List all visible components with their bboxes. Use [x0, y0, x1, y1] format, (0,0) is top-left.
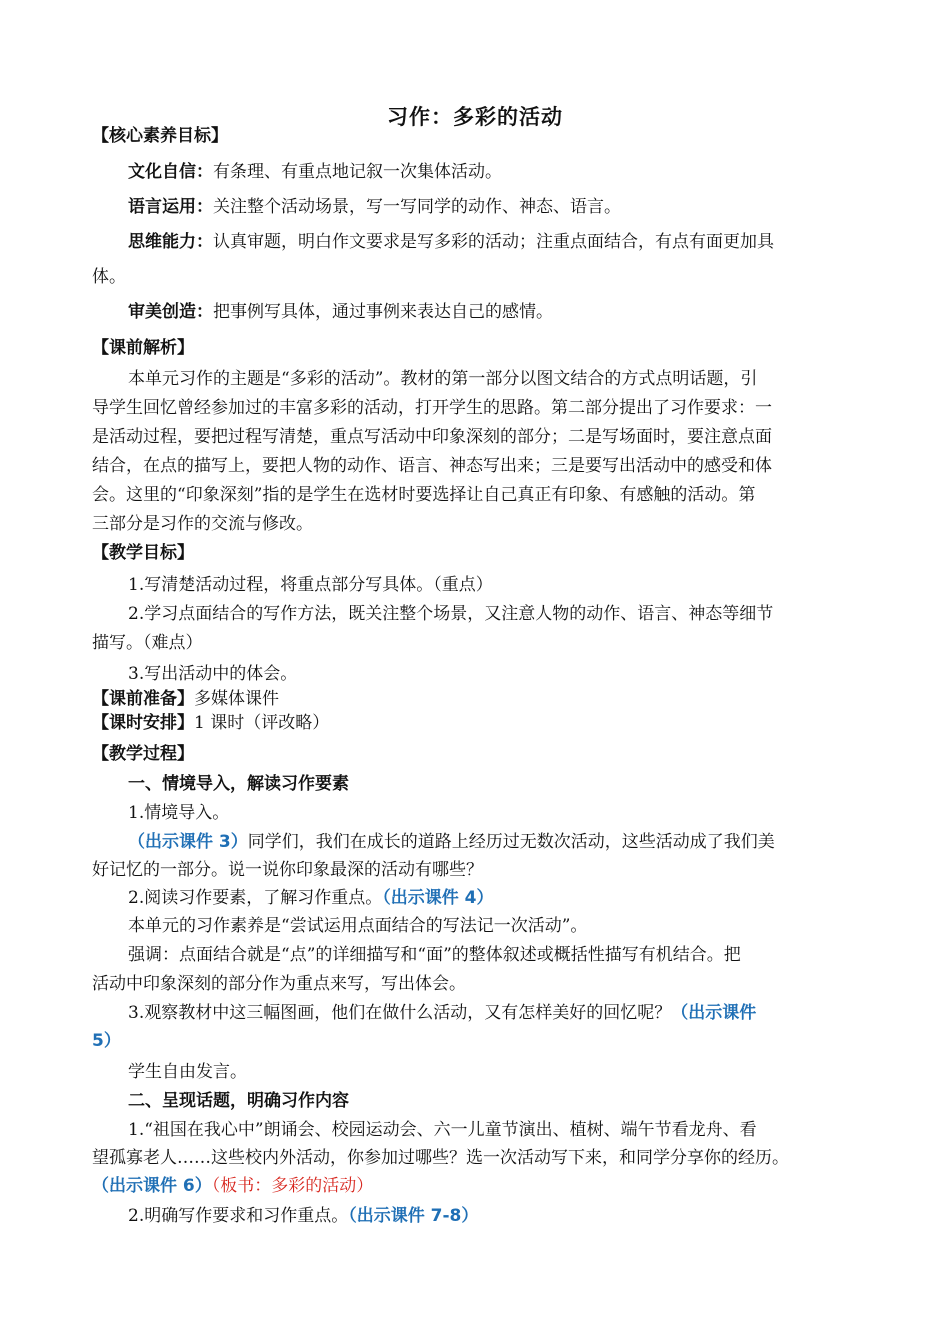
core-item-thinking-cont: 体。: [92, 267, 126, 287]
process-step-2-1: 1.“祖国在我心中”朗诵会、校园运动会、六一儿童节演出、植树、端午节看龙舟、看: [128, 1120, 757, 1140]
courseware-tag-cont: 5）: [92, 1031, 121, 1051]
core-label: 思维能力：: [128, 232, 213, 252]
analysis-line: 导学生回忆曾经参加过的丰富多彩的活动，打开学生的思路。第二部分提出了习作要求：一: [92, 398, 772, 418]
process-part-1-title: 一、情境导入，解读习作要素: [128, 774, 349, 794]
prep-line: [92, 689, 867, 709]
step-text: 同学们，我们在成长的道路上经历过无数次活动，这些活动成了我们美: [247, 832, 775, 852]
step-text: 3.观察教材中这三幅图画，他们在做什么活动，又有怎样美好的回忆呢？: [128, 1003, 672, 1023]
section-heading-prep: 【课前准备】: [92, 689, 194, 709]
goal-item-1: 1.写清楚活动过程，将重点部分写具体。（重点）: [128, 575, 493, 595]
analysis-line: 是活动过程，要把过程写清楚，重点写活动中印象深刻的部分；二是写场面时，要注意点面: [92, 427, 772, 447]
courseware-tag: （出示课件 4）: [382, 888, 494, 908]
analysis-line: 结合，在点的描写上，要把人物的动作、语言、神态写出来；三是要写出活动中的感受和体: [92, 456, 772, 476]
core-text: 关注整个活动场景，写一写同学的动作、神态、语言。: [213, 197, 621, 217]
process-step-1-3: [128, 1003, 867, 1023]
core-item-culture: [128, 162, 867, 182]
process-step-1-1-cont: 好记忆的一部分。说一说你印象最深的活动有哪些？: [92, 860, 483, 880]
section-heading-schedule: 【课时安排】: [92, 713, 194, 733]
section-heading-core: 【核心素养目标】: [92, 126, 228, 146]
process-step-2-2: [128, 1206, 867, 1226]
prep-text: 多媒体课件: [194, 689, 279, 709]
section-heading-process: 【教学过程】: [92, 744, 194, 764]
core-text: 认真审题，明白作文要求是写多彩的活动；注重点面结合，有点有面更加具: [213, 232, 774, 252]
courseware-tag: （出示课件: [671, 1003, 757, 1023]
step-text: 2.阅读习作要素，了解习作重点。: [128, 888, 383, 908]
goal-item-2: 2.学习点面结合的写作方法，既关注整个场景，又注意人物的动作、语言、神态等细节: [128, 604, 774, 624]
analysis-line: 三部分是习作的交流与修改。: [92, 514, 313, 534]
schedule-text: 1 课时（评改略）: [194, 713, 330, 733]
process-step-free: 学生自由发言。: [128, 1062, 247, 1082]
core-item-aesthetic: [128, 302, 867, 322]
core-text: 把事例写具体，通过事例来表达自己的感情。: [213, 302, 553, 322]
goal-item-3: 3.写出活动中的体会。: [128, 664, 298, 684]
section-heading-analysis: 【课前解析】: [92, 338, 194, 358]
core-item-thinking: [128, 232, 867, 252]
courseware-tag: （出示课件 6）: [92, 1176, 212, 1196]
core-label: 审美创造：: [128, 302, 213, 322]
core-label: 语言运用：: [128, 197, 213, 217]
analysis-line: 本单元习作的主题是“多彩的活动”。教材的第一部分以图文结合的方式点明话题，引: [128, 369, 758, 389]
courseware-tag: （出示课件 7-8）: [348, 1206, 479, 1226]
process-step-1-emph: 强调：点面结合就是“点”的详细描写和“面”的整体叙述或概括性描写有机结合。把: [128, 945, 741, 965]
process-step-1-1: 1.情境导入。: [128, 803, 230, 823]
section-heading-goals: 【教学目标】: [92, 543, 194, 563]
goal-item-2-cont: 描写。（难点）: [92, 633, 203, 653]
courseware-tag: （出示课件 3）: [128, 832, 248, 852]
process-step-1-elem: 本单元的习作素养是“尝试运用点面结合的写法记一次活动”。: [128, 916, 588, 936]
core-item-language: [128, 197, 867, 217]
analysis-line: 会。这里的“印象深刻”指的是学生在选材时要选择让自己真正有印象、有感触的活动。第: [92, 485, 756, 505]
process-step-1-emph-cont: 活动中印象深刻的部分作为重点来写，写出体会。: [92, 974, 466, 994]
process-step-1-2: [128, 888, 867, 908]
step-text: 2.明确写作要求和习作重点。: [128, 1206, 349, 1226]
process-step-2-1-cont: 望孤寡老人……这些校内外活动，你参加过哪些？选一次活动写下来，和同学分享你的经历。: [92, 1148, 789, 1168]
core-text: 有条理、有重点地记叙一次集体活动。: [213, 162, 502, 182]
core-label: 文化自信：: [128, 162, 213, 182]
process-part-2-title: 二、呈现话题，明确习作内容: [128, 1091, 349, 1111]
page-title: 习作：多彩的活动: [387, 105, 563, 129]
board-tag: （板书：多彩的活动）: [211, 1176, 374, 1196]
process-step-2-1-tags: [92, 1176, 867, 1196]
process-step-1-1-text: [128, 832, 867, 852]
schedule-line: [92, 713, 867, 733]
